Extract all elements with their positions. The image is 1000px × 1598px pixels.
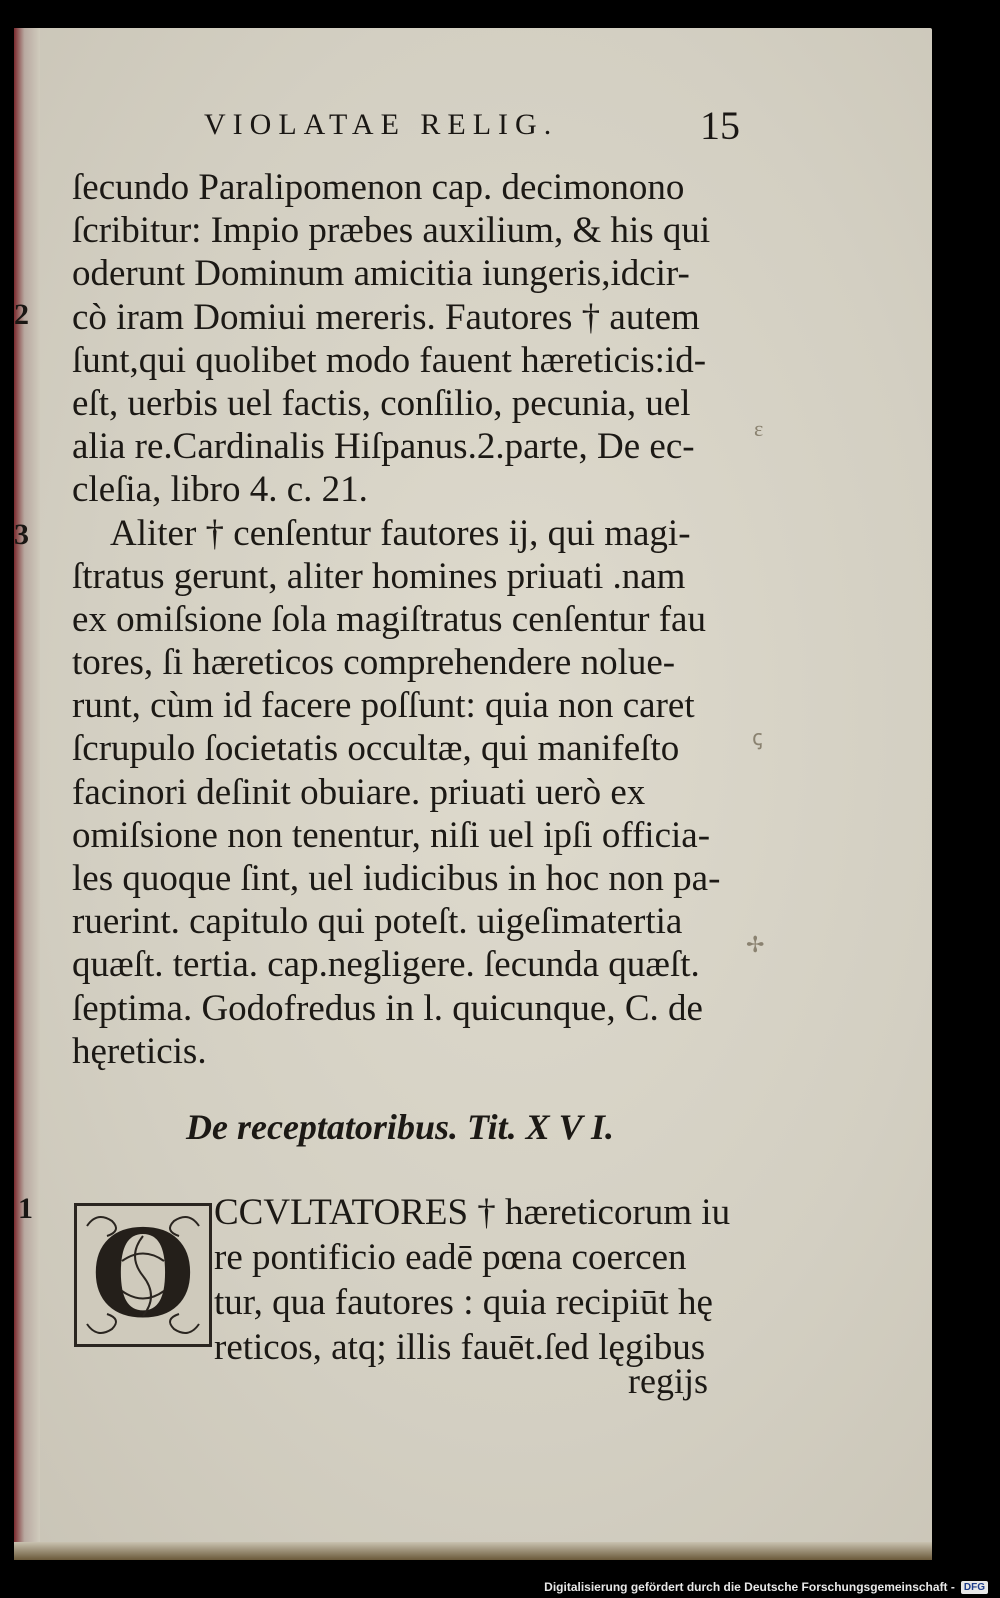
digitization-credit	[544, 1580, 988, 1594]
text-line: omiſsione non tenentur, niſi uel ipſi officia-	[72, 814, 711, 856]
main-text-block	[72, 166, 752, 1073]
text-line: CCVLTATORES † hæreticorum iu	[214, 1192, 731, 1233]
text-line: tores, ſi hæreticos comprehendere nolue-	[72, 642, 676, 684]
margin-number-2: 2	[14, 298, 29, 331]
text-line: oderunt Dominum amicitia iungeris,idcir-	[72, 253, 690, 295]
text-line: quæſt. tertia. cap.negligere. ſecunda quæſt.	[72, 944, 700, 986]
text-line: reticos, atq; illis fauēt.ſed lęgibus	[214, 1327, 706, 1368]
section-heading: De receptatoribus. Tit. X V I.	[186, 1107, 615, 1147]
text-line: ſtratus gerunt, aliter homines priuati .nam	[72, 555, 686, 597]
marginal-mark-1: ε	[754, 416, 764, 441]
initial-letter: O	[90, 1204, 196, 1345]
text-line: facinori deſinit obuiare. priuati uerò ex	[72, 771, 646, 813]
text-line: ſcrupulo ſocietatis occultæ, qui manifeſto	[72, 728, 680, 770]
book-spine-edge	[14, 28, 40, 1560]
text-line: ſeptima. Godofredus in l. quicunque, C. de	[72, 987, 703, 1029]
page-bottom-edge	[14, 1542, 932, 1560]
running-head: VIOLATAE RELIG.	[204, 108, 559, 141]
text-line: ex omiſsione ſola magiſtratus cenſentur fau	[72, 598, 706, 640]
text-line: eſt, uerbis uel factis, conſilio, pecunia, uel	[72, 382, 691, 424]
text-line: re pontificio eadē pœna coercen	[214, 1237, 687, 1278]
text-line: ſecundo Paralipomenon cap. decimonono	[72, 167, 685, 208]
text-line: ſunt,qui quolibet modo fauent hæreticis:id-	[72, 339, 707, 381]
page-number: 15	[700, 103, 740, 148]
text-line: ruerint. capitulo qui poteſt. uigeſimatertia	[72, 901, 683, 943]
text-line: tur, qua fautores : quia recipiūt hę	[214, 1282, 713, 1323]
dfg-logo: DFG	[961, 1581, 988, 1594]
section-text-block	[214, 1190, 754, 1370]
book-page	[14, 28, 932, 1560]
margin-number-1: 1	[18, 1192, 33, 1225]
margin-number-3: 3	[14, 518, 29, 551]
text-line: hęreticis.	[72, 1030, 207, 1072]
marginal-mark-2: ꞔ	[752, 725, 763, 750]
text-line: les quoque ſint, uel iudicibus in hoc non pa-	[72, 858, 721, 899]
text-line: alia re.Cardinalis Hiſpanus.2.parte, De ec-	[72, 426, 695, 468]
decorated-initial	[74, 1203, 212, 1347]
text-line: runt, cùm id facere poſſunt: quia non caret	[72, 685, 695, 727]
text-line: cleſia, libro 4. c. 21.	[72, 469, 368, 511]
text-line: Aliter † cenſentur fautores ij, qui magi-	[110, 512, 691, 554]
marginal-mark-3: ✢	[746, 932, 765, 957]
text-line: ſcribitur: Impio præbes auxilium, & his qui	[72, 210, 711, 252]
credit-text: Digitalisierung gefördert durch die Deutsche Forschungsgemeinschaft -	[544, 1580, 955, 1594]
text-line: cò iram Domiui mereris. Fautores † autem	[72, 296, 700, 338]
catchword: regijs	[628, 1361, 708, 1401]
initial-ornament-icon	[77, 1206, 209, 1344]
